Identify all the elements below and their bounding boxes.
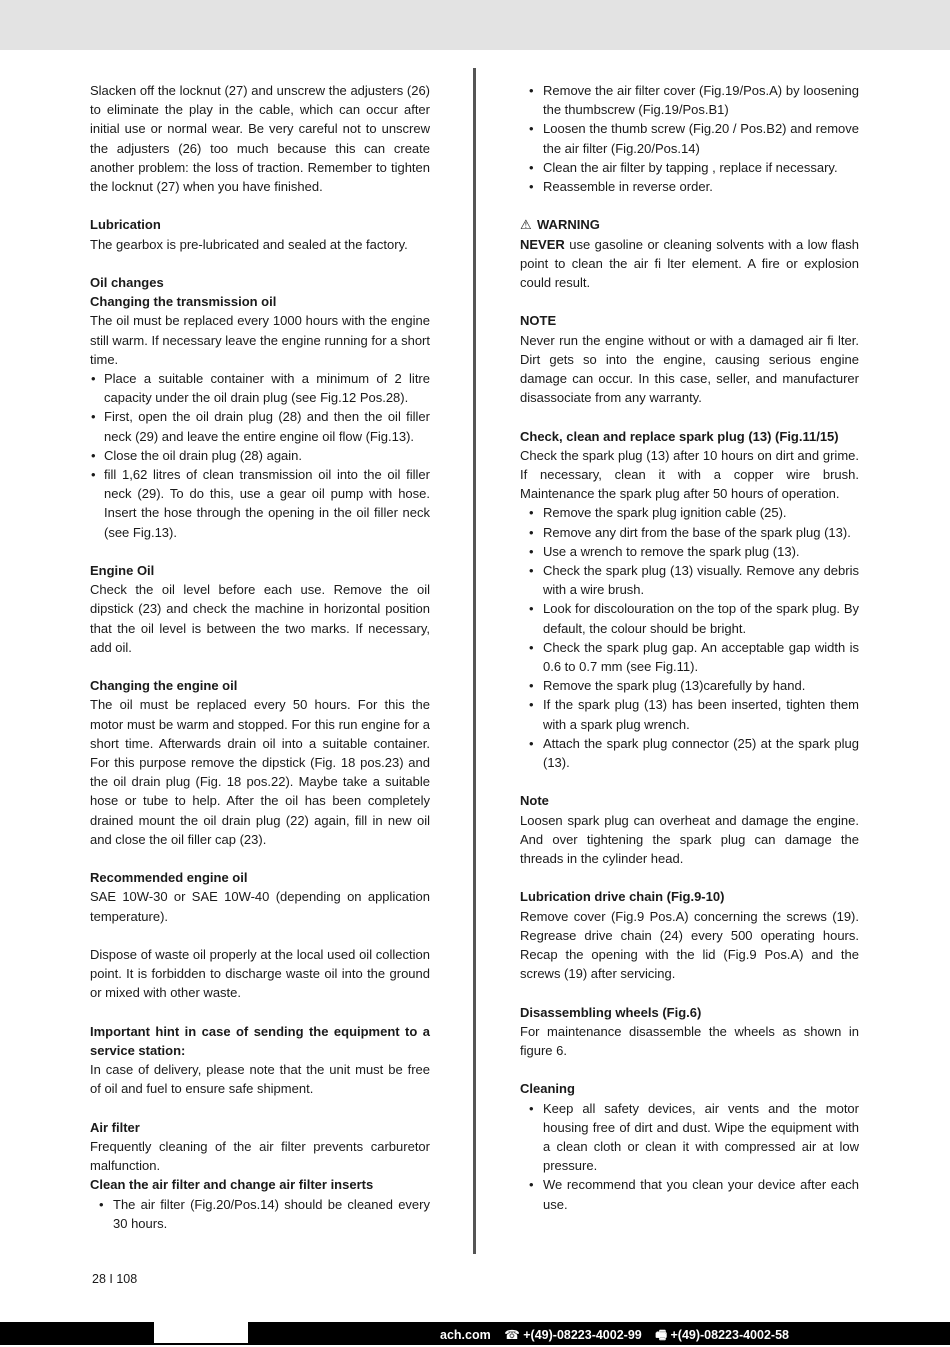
engine-oil-heading: Engine Oil [90,563,155,579]
list-item: • Check the spark plug gap. An acceptable gap width is 0.6 to 0.7 mm (see Fig.11). [520,638,859,676]
recommended-text: SAE 10W-30 or SAE 10W-40 (depending on application temperature). [90,889,430,924]
air-filter-heading: Air filter [90,1119,140,1135]
air-filter-section [90,1118,430,1233]
hint-section [90,1022,430,1099]
spark-list [520,503,859,772]
list-item: • Place a suitable container with a minimum of 2 litre capacity under the oil drain plug (see Fig.12 Pos.28). [90,369,430,407]
right-column [520,81,859,1214]
footer-fax: 🖷 +(49)-08223-4002-58 [655,1328,789,1342]
lubrication-section [90,215,430,253]
list-item: • Remove the air filter cover (Fig.19/Pos.A) by loosening the thumbscrew (Fig.19/Pos.B1) [520,81,859,119]
hint-text: In case of delivery, please note that the unit must be free of oil and fuel to ensure safe shipment. [90,1062,430,1097]
hint-heading: Important hint in case of sending the equipment to a service station: [90,1023,430,1059]
list-item: • If the spark plug (13) has been inserted, tighten them with a spark plug wrench. [520,695,859,733]
list-item: • Keep all safety devices, air vents and the motor housing free of dirt and dust. Wipe the equipment with a clean cloth or clean it with compressed air at low pressure. [520,1099,859,1176]
clean-filter-list [90,1195,430,1233]
page-number: 28 I 108 [92,1272,138,1286]
list-item: • Look for discolouration on the top of the spark plug. By default, the colour should be bright. [520,599,859,637]
warning-heading: WARNING [537,217,600,233]
note-text: Never run the engine without or with a damaged air fi lter. Dirt gets so into the engine, causing serious engine damage can occur. In this case, seller, and manufacturer disassociate from any warranty. [520,332,859,406]
list-item: • The air filter (Fig.20/Pos.14) should be cleaned every 30 hours. [90,1195,430,1233]
clean-filter-heading: Clean the air filter and change air filter inserts [90,1177,374,1193]
list-item: • Loosen the thumb screw (Fig.20 / Pos.B2) and remove the air filter (Fig.20/Pos.14) [520,119,859,157]
list-item: • Clean the air filter by tapping , replace if necessary. [520,158,859,177]
list-item: • Reassemble in reverse order. [520,177,859,196]
chain-text: Remove cover (Fig.9 Pos.A) concerning the screws (19). Regrease drive chain (24) every 500 operating hours. Recap the opening with the lid (Fig.9 Pos.A) and the screws (19) after servicing. [520,908,859,982]
footer-white-block [154,1322,248,1343]
oil-changes-section [90,273,430,542]
oil-changes-heading: Oil changes [90,275,164,290]
spark-plug-section [520,427,859,773]
lubrication-text: The gearbox is pre-lubricated and sealed at the factory. [90,236,408,252]
list-item: • Close the oil drain plug (28) again. [90,446,430,465]
transmission-list [90,369,430,542]
list-item: • Attach the spark plug connector (25) at the spark plug (13). [520,734,859,772]
cleaning-list [520,1099,859,1214]
chain-heading: Lubrication drive chain (Fig.9-10) [520,889,725,905]
note-section [520,311,859,407]
dispose-text: Dispose of waste oil properly at the local used oil collection point. It is forbidden to discharge waste oil into the ground or mixed with other waste. [90,947,430,1001]
list-item: • Check the spark plug (13) visually. Remove any debris with a wire brush. [520,561,859,599]
recommended-oil-section [90,868,430,926]
recommended-heading: Recommended engine oil [90,870,248,886]
list-item: • We recommend that you clean your device after each use. [520,1175,859,1213]
note2-text: Loosen spark plug can overheat and damage the engine. And over tightening the spark plug can damage the threads in the cylinder head. [520,812,859,867]
column-divider [473,68,476,1254]
header-band [0,0,950,50]
spark-heading: Check, clean and replace spark plug (13) (Fig.11/15) [520,428,839,444]
change-engine-oil-section [90,676,430,849]
list-item: • Remove the spark plug ignition cable (25). [520,503,859,522]
list-item: • Remove any dirt from the base of the spark plug (13). [520,523,859,542]
warning-strong: NEVER [520,236,565,252]
wheels-heading: Disassembling wheels (Fig.6) [520,1004,702,1020]
list-item: • First, open the oil drain plug (28) and then the oil filler neck (29) and leave the entire engine oil flow (Fig.13). [90,407,430,445]
note2-heading: Note [520,793,549,809]
adjust-section [90,81,430,196]
adjust-text: Slacken off the locknut (27) and unscrew the adjusters (26) to eliminate the play in the cable, which can occur after initial use or normal wear. Be very careful not to unscrew the adjusters (26) too much because this can create another problem: the loss of traction. Remember to tighten the locknut (27) when you have finished. [90,83,430,195]
footer-contact [440,1326,799,1347]
lubrication-heading: Lubrication [90,217,161,233]
list-item: • fill 1,62 litres of clean transmission oil into the oil filler neck (29). To do this, use a gear oil pump with hose. Insert the hose through the opening in the oil filler neck (see Fig.13). [90,465,430,542]
transmission-text: The oil must be replaced every 1000 hours with the engine still warm. If necessary leave the engine running for a short time. [90,313,430,367]
cleaning-heading: Cleaning [520,1081,575,1097]
wheels-section [520,1003,859,1061]
dispose-section [90,945,430,1003]
change-engine-heading: Changing the engine oil [90,678,238,694]
transmission-heading: Changing the transmission oil [90,294,277,310]
warning-heading-line [520,215,859,234]
engine-oil-text: Check the oil level before each use. Remove the oil dipstick (23) and check the machine in horizontal position that the oil level is between the two marks. If necessary, add oil. [90,582,430,655]
footer-phone: ☎ +(49)-08223-4002-99 [504,1328,642,1342]
warning-paragraph [520,235,859,293]
note2-section [520,791,859,868]
left-column [90,81,430,1233]
chain-section [520,887,859,983]
note-heading: NOTE [520,313,557,329]
air-filter-text: Frequently cleaning of the air filter prevents carburetor malfunction. [90,1139,430,1174]
change-engine-text: The oil must be replaced every 50 hours. For this the motor must be warm and stopped. For this run engine for a short time. Afterwards drain oil into a suitable container. For this purpose remove the dipstick (Fig. 18 pos.23) and the oil drain plug (Fig. 18 pos.22). Maybe take a suitable hose or tube to help. After the oil has been completely drained mount the oil drain plug (22) again, fill in new oil and close the oil filler cap (23). [90,697,430,847]
filter-steps-list [520,81,859,196]
warning-icon: ⚠ [520,217,532,233]
filter-steps-section [520,81,859,196]
spark-text: Check the spark plug (13) after 10 hours on dirt and grime. If necessary, clean it with a copper wire brush. Maintenance the spark plug after 50 hours of operation. [520,447,859,502]
wheels-text: For maintenance disassemble the wheels as shown in figure 6. [520,1023,859,1059]
list-item: • Remove the spark plug (13)carefully by hand. [520,676,859,695]
list-item: • Use a wrench to remove the spark plug (13). [520,542,859,561]
footer-website: ach.com [440,1328,491,1342]
engine-oil-section [90,561,430,657]
warning-text: use gasoline or cleaning solvents with a low flash point to clean the air fi lter element. A fire or explosion could result. [520,236,859,291]
warning-section [520,215,859,292]
cleaning-section [520,1079,859,1213]
